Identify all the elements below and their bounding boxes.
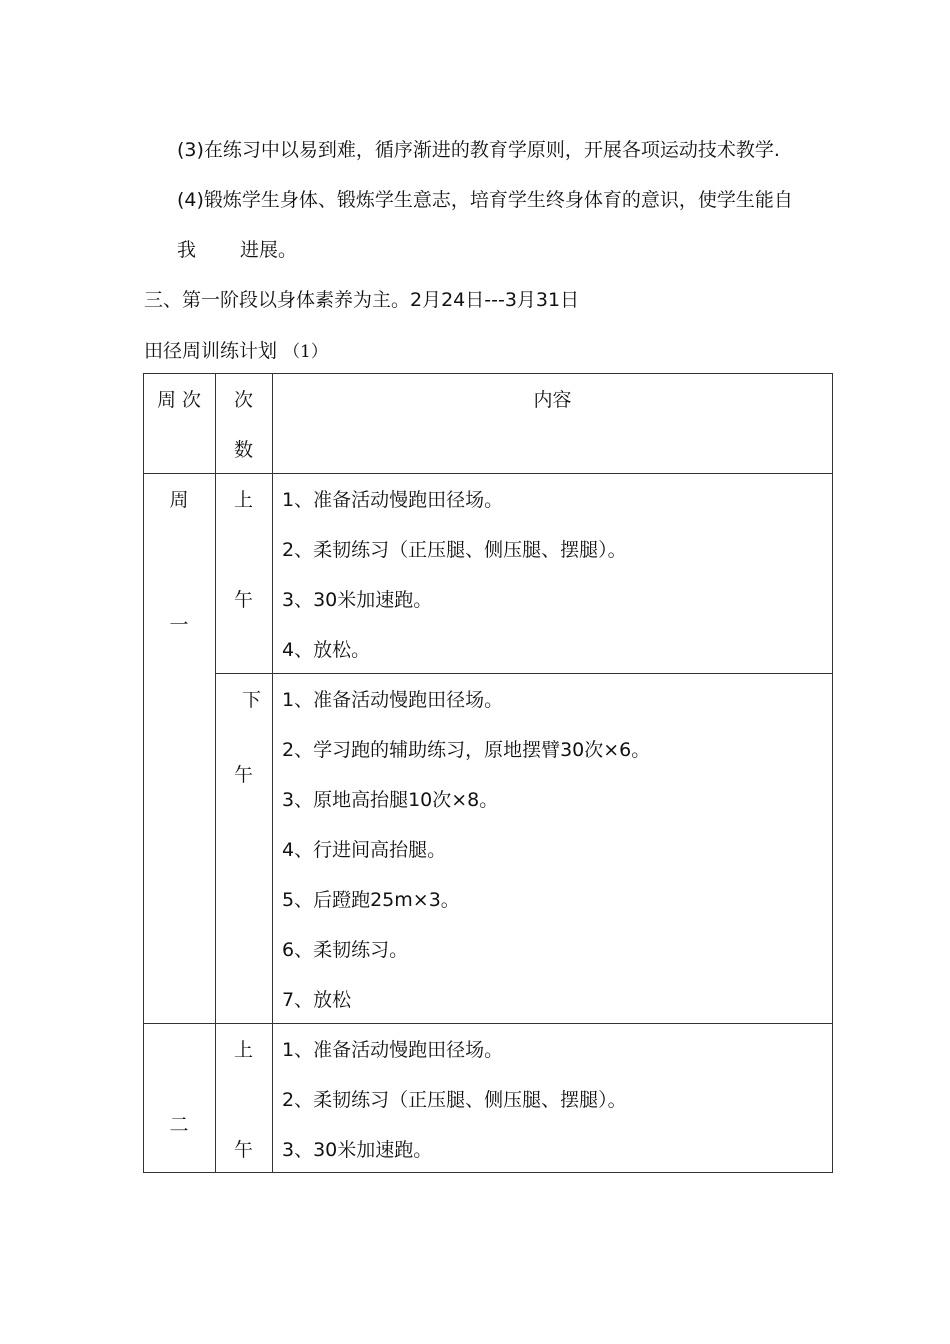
day2-label: 二 — [169, 1114, 189, 1136]
day1-morning-item: 2、柔韧练习（正压腿、侧压腿、摆腿）。 — [282, 539, 627, 561]
paragraph-4-line-2b: 进展。 — [240, 239, 298, 261]
day1-morning-label-bottom: 午 — [233, 589, 253, 611]
day1-afternoon-item: 5、后蹬跑25m×3。 — [282, 889, 460, 911]
table-title — [144, 338, 328, 365]
header-content: 内容 — [533, 389, 572, 411]
day1-afternoon-item: 3、原地高抬腿10次×8。 — [282, 789, 499, 811]
paragraph-3: (3)在练习中以易到难，循序渐进的教育学原则，开展各项运动技术教学. — [177, 139, 780, 161]
header-divider — [143, 473, 833, 474]
header-session-top: 次 — [233, 389, 253, 411]
training-plan-table — [143, 373, 833, 1173]
day1-morning-item: 4、放松。 — [282, 639, 371, 661]
day1-label-bottom: 一 — [169, 614, 189, 636]
day1-morning-item: 3、30米加速跑。 — [282, 589, 433, 611]
day1-afternoon-label-top: 下 — [241, 689, 261, 711]
paragraph-4-line-2a: 我 — [177, 239, 197, 261]
day1-afternoon-item: 4、行进间高抬腿。 — [282, 839, 447, 861]
day1-afternoon-label-bottom: 午 — [233, 764, 253, 786]
header-week: 周 次 — [156, 389, 202, 411]
day1-afternoon-item: 1、准备活动慢跑田径场。 — [282, 689, 504, 711]
day1-afternoon-item: 7、放松 — [282, 989, 352, 1011]
day-divider — [143, 1023, 833, 1024]
day2-morning-label-top: 上 — [233, 1039, 253, 1061]
day1-morning-item: 1、准备活动慢跑田径场。 — [282, 489, 504, 511]
day2-morning-item: 2、柔韧练习（正压腿、侧压腿、摆腿）。 — [282, 1089, 627, 1111]
day1-morning-label-top: 上 — [233, 489, 253, 511]
day2-morning-label-bottom: 午 — [233, 1139, 253, 1161]
day1-label-top: 周 — [169, 489, 189, 511]
header-session-bottom: 数 — [233, 439, 253, 461]
day1-afternoon-item: 6、柔韧练习。 — [282, 939, 409, 961]
day2-morning-item: 3、30米加速跑。 — [282, 1139, 433, 1161]
day2-morning-item: 1、准备活动慢跑田径场。 — [282, 1039, 504, 1061]
paragraph-4-line-1: (4)锻炼学生身体、锻炼学生意志，培育学生终身体育的意识，使学生能自 — [177, 189, 793, 211]
day1-session-divider — [215, 673, 833, 674]
section-heading: 三、第一阶段以身体素养为主。2月24日---3月31日 — [144, 289, 580, 311]
day1-afternoon-item: 2、学习跑的辅助练习，原地摆臂30次×6。 — [282, 739, 651, 761]
table-title-number: （1） — [283, 342, 328, 362]
column-divider-2 — [272, 373, 273, 1173]
table-title-text: 田径周训练计划 — [144, 340, 278, 362]
